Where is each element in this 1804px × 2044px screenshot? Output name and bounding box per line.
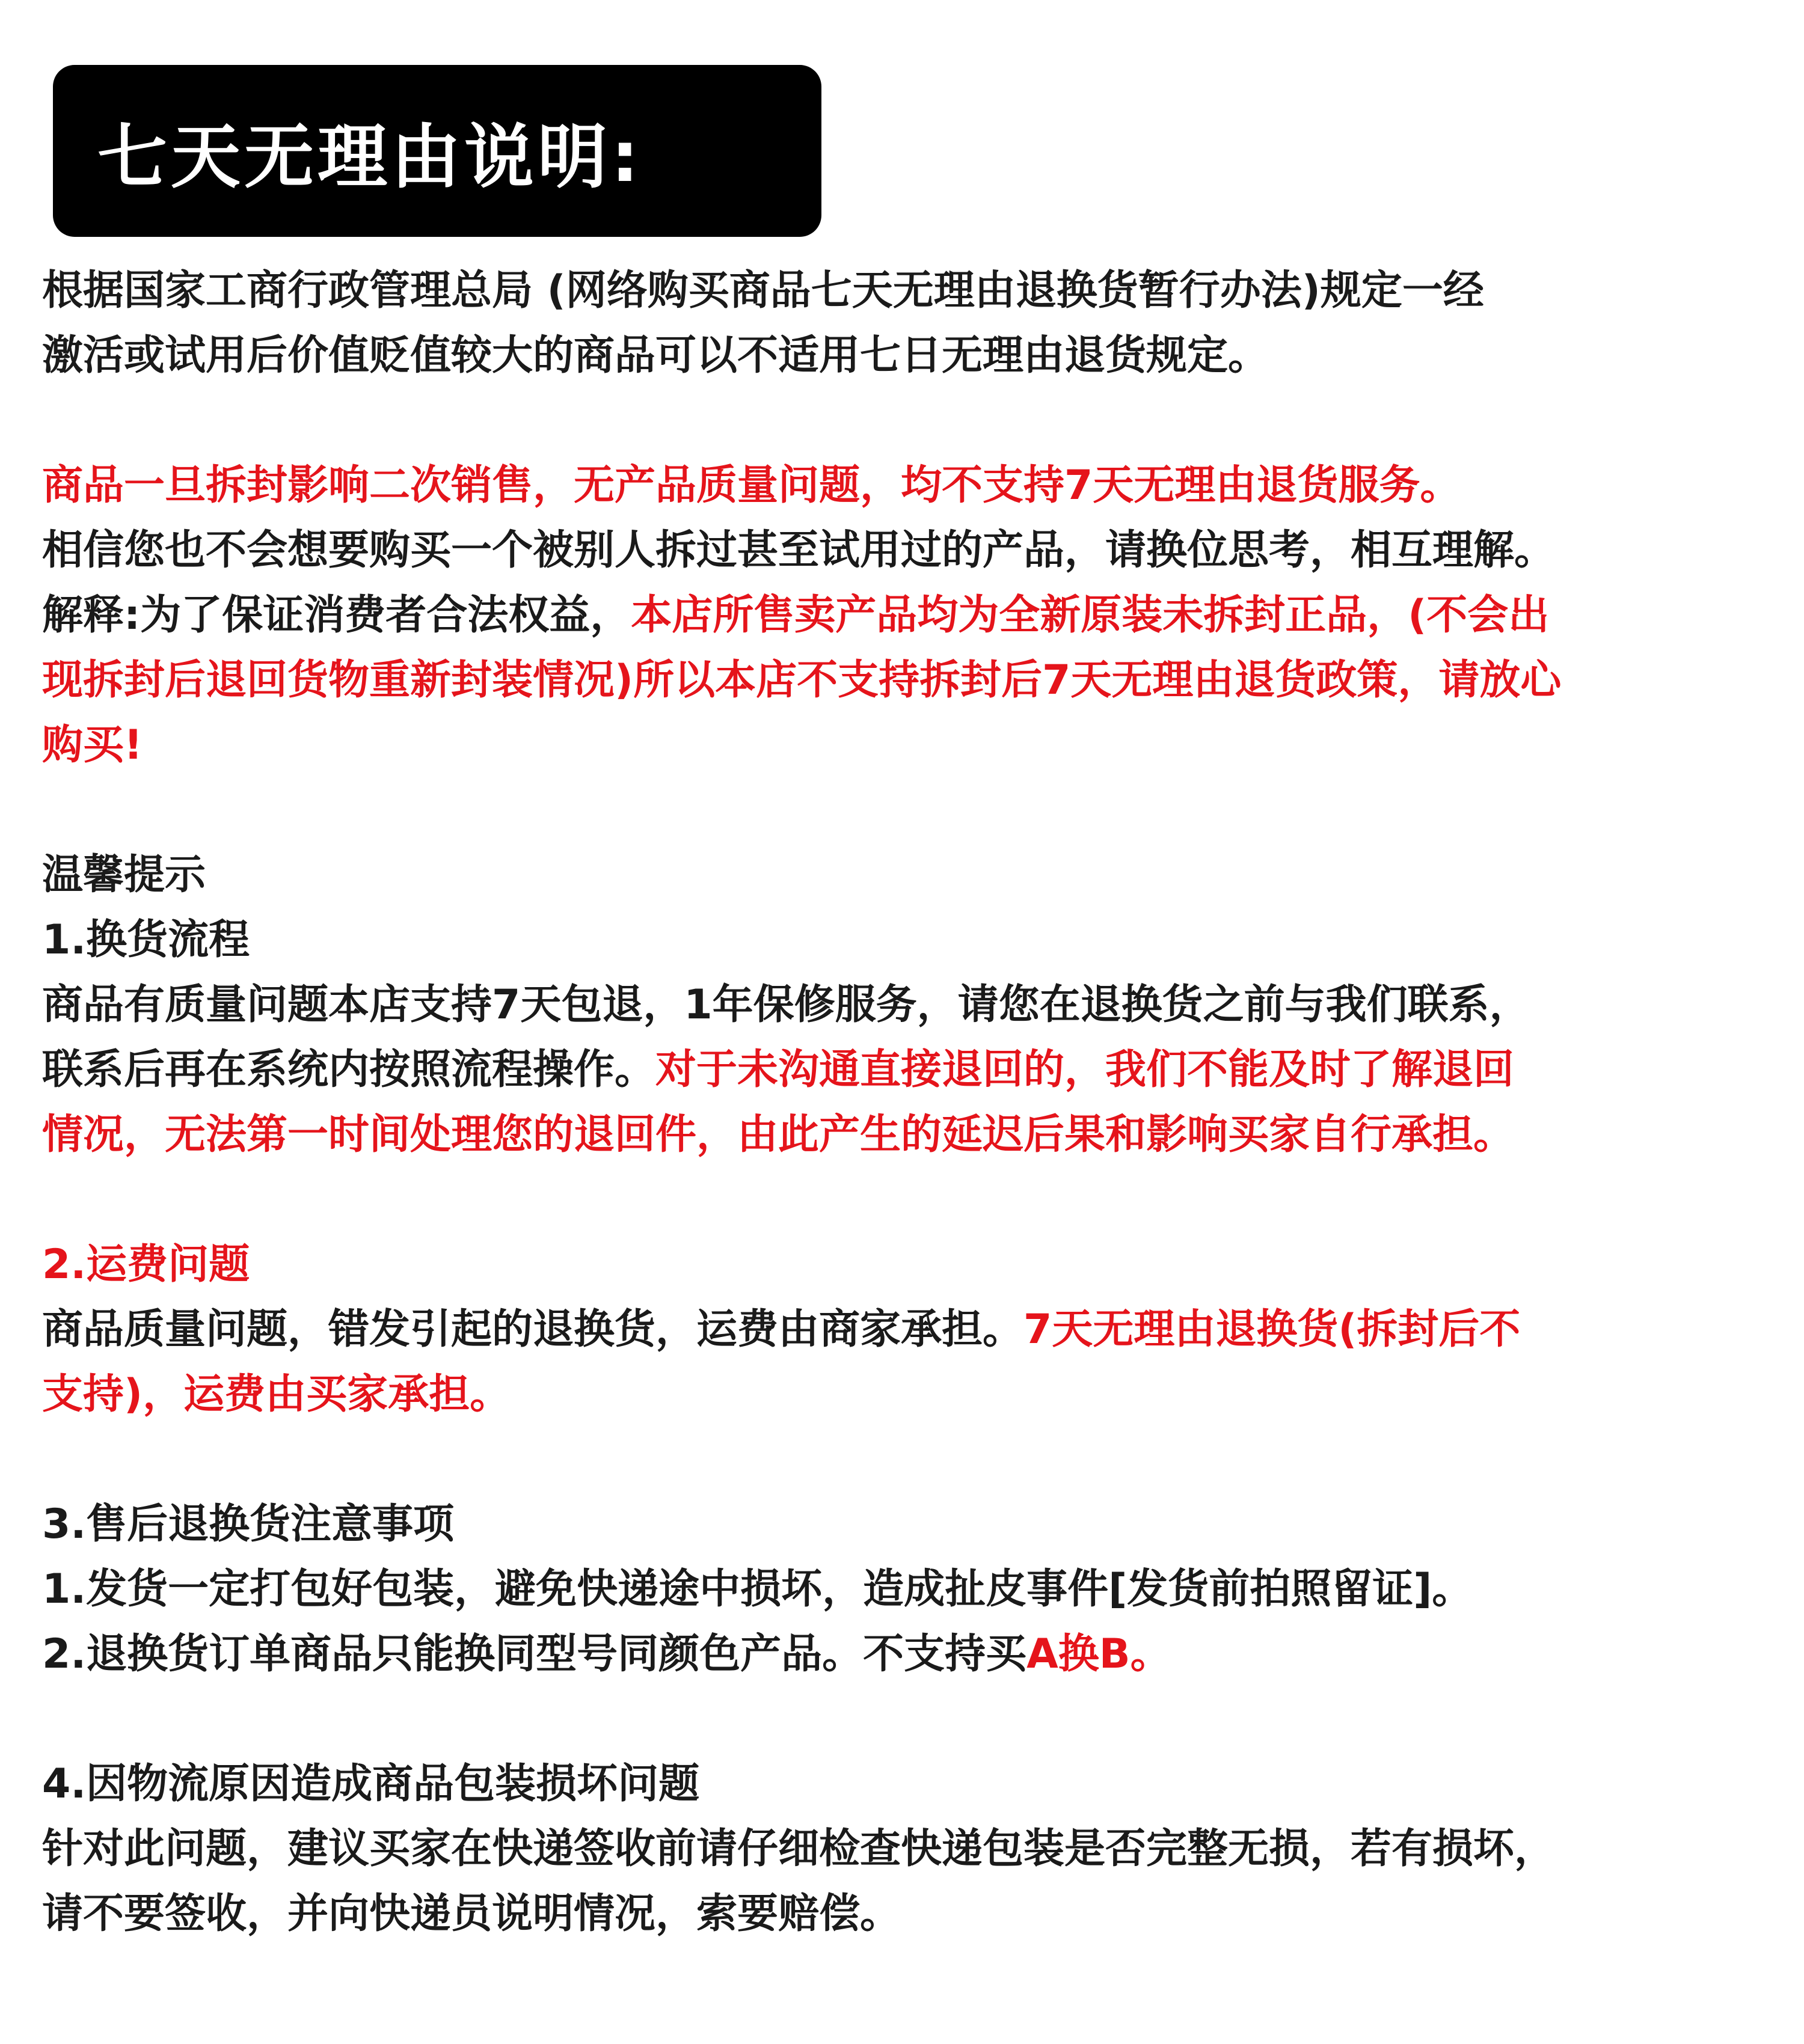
explain-line-3: 购买!	[42, 721, 143, 769]
notice-red-line: 商品一旦拆封影响二次销售，无产品质量问题，均不支持7天无理由退货服务。	[42, 462, 1461, 509]
section-2-line-1-red: 7天无理由退换货(拆封后不	[1023, 1306, 1521, 1353]
section-3-title: 3.售后退换货注意事项	[42, 1501, 455, 1548]
notice-black-line: 相信您也不会想要购买一个被别人拆过甚至试用过的产品，请换位思考，相互理解。	[42, 527, 1556, 574]
explain-prefix: 解释:为了保证消费者合法权益，	[42, 592, 631, 639]
intro-line-2: 激活或试用后价值贬值较大的商品可以不适用七日无理由退货规定。	[42, 332, 1269, 379]
section-2-title: 2.运费问题	[42, 1241, 250, 1288]
section-1-line-2	[42, 1038, 1768, 1103]
explain-line-1	[42, 583, 1768, 648]
section-1-line-1: 商品有质量问题本店支持7天包退，1年保修服务，请您在退换货之前与我们联系，	[42, 981, 1530, 1029]
spacer	[42, 1687, 1768, 1752]
spacer	[42, 388, 1768, 453]
section-1-title: 1.换货流程	[42, 916, 250, 964]
section-4-title: 4.因物流原因造成商品包装损坏问题	[42, 1760, 700, 1808]
section-3-item-2-black: 2.退换货订单商品只能换同型号同颜色产品。不支持买	[42, 1630, 1027, 1678]
section-3-item-2	[42, 1622, 1768, 1687]
section-4-line-1: 针对此问题，建议买家在快递签收前请仔细检查快递包装是否完整无损，若有损坏，	[42, 1825, 1556, 1873]
explain-line-2: 现拆封后退回货物重新封装情况)所以本店不支持拆封后7天无理由退货政策，请放心	[42, 656, 1562, 704]
section-3-item-1: 1.发货一定打包好包装，避免快递途中损坏，造成扯皮事件[发货前拍照留证]。	[42, 1565, 1473, 1613]
section-1-line-2-red: 对于未沟通直接退回的，我们不能及时了解退回	[655, 1046, 1515, 1094]
section-4-line-2: 请不要签收，并向快递员说明情况，索要赔偿。	[42, 1890, 901, 1938]
page-title: 七天无理由说明:	[97, 116, 643, 198]
intro-line-1: 根据国家工商行政管理总局 (网络购买商品七天无理由退换货暂行办法)规定一经	[42, 267, 1484, 314]
section-2-line-1-black: 商品质量问题，错发引起的退换货，运费由商家承担。	[42, 1306, 1024, 1353]
section-2-line-2: 支持)，运费由买家承担。	[42, 1371, 511, 1418]
policy-content	[42, 259, 1768, 1947]
spacer	[42, 778, 1768, 843]
section-3-item-2-red: A换B。	[1026, 1630, 1171, 1678]
tips-heading: 温馨提示	[42, 851, 206, 899]
section-1-line-2-black: 联系后再在系统内按照流程操作。	[42, 1046, 656, 1094]
explain-red-part-1: 本店所售卖产品均为全新原装未拆封正品，(不会出	[631, 592, 1550, 639]
spacer	[42, 1427, 1768, 1492]
title-banner	[53, 65, 821, 237]
section-1-line-3: 情况，无法第一时间处理您的退回件，由此产生的延迟后果和影响买家自行承担。	[42, 1111, 1515, 1158]
spacer	[42, 1167, 1768, 1232]
section-2-line-1	[42, 1297, 1768, 1362]
